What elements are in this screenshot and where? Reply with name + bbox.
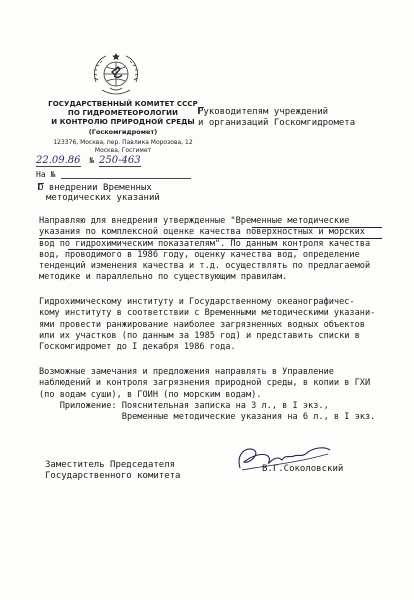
body-line: наблюдений и контроля загрязнения природной среды, в копии в ГХИ (39, 378, 371, 389)
body-line: тенденций изменения качества и т.д. осуществлять по предлагаемой (39, 261, 371, 272)
recipient-line: и организаций Госкомгидромета (198, 118, 356, 128)
body-paragraph-3 (39, 367, 384, 401)
agency-short-name: (Госкомгидромет) (88, 128, 158, 136)
agency-name (38, 100, 208, 127)
body-line: кому институту в соответствии с Временными методическими указани- (39, 308, 376, 319)
attachments (39, 401, 384, 424)
agency-line: И КОНТРОЛЮ ПРИРОДНОЙ СРЕДЫ (51, 118, 195, 126)
body-paragraph-2 (39, 297, 384, 353)
state-emblem-icon (90, 52, 142, 98)
agency-address (38, 139, 208, 154)
recipient-line: Руководителям учреждений (198, 107, 329, 117)
address-line: 123376, Москва, пер. Павлика Морозова, 12 (53, 139, 193, 146)
reference-label: На № (36, 170, 56, 179)
body-line: Госкомгидромет до I декабря 1986 года. (39, 342, 236, 353)
attachment-line: Временные методические указания на 6 л., в I экз. (39, 412, 376, 423)
date-number-row (36, 155, 216, 167)
signatory-title-line: Государственного комитета (45, 471, 181, 481)
body-line: Возможные замечания и предложения направлять в Управление (39, 367, 334, 377)
signatory-title-line: Заместитель Председателя (45, 460, 176, 470)
signatory-name: В.Г.Соколовский (262, 464, 344, 474)
subject (38, 183, 160, 203)
reference-row (36, 170, 191, 179)
number-label: № (89, 156, 95, 165)
body-line: (по водам суши), в ГОИН (по морским водам). (39, 389, 262, 400)
signatory-title (45, 460, 180, 482)
body-line: указания по комплексной оценке качества поверхностных и морских (39, 227, 365, 238)
highlight-underline (39, 238, 382, 239)
body-line: Направляю для внедрения утвержденные "Временные методические (39, 216, 350, 226)
reference-line (61, 170, 191, 179)
subject-line: методических указаний (46, 193, 160, 203)
highlight-underline (68, 249, 298, 250)
body-line: Гидрохимическому институту и Государственному океанографичес- (39, 297, 355, 307)
subject-line: О внедрении Временных (38, 183, 152, 193)
recipient (198, 107, 355, 129)
address-line: Москва, Госгимет (94, 146, 152, 154)
body-line: или их участков (по данным за 1985 год) и представить списки в (39, 330, 360, 341)
body-line: методике и параллельно по существующим правилам. (39, 272, 288, 283)
document-date: 22.09.86 (36, 155, 81, 166)
highlight-underline (252, 227, 382, 228)
attachment-line: Приложение: Пояснительная записка на 3 л., в I экз., (39, 401, 329, 411)
body-line: вод по гидрохимическим показателям". По данным контроля качества (39, 238, 371, 249)
agency-line: ГОСУДАРСТВЕННЫЙ КОМИТЕТ СССР (48, 100, 198, 108)
agency-line: ПО ГИДРОМЕТЕОРОЛОГИИ (67, 109, 179, 117)
body-line: ями провести ранжирование наиболее загрязненных водных объектов (39, 319, 365, 330)
body-line: вод, проводимого в 1986 году, оценку качества вод, определение (39, 249, 360, 260)
document-number: 250-463 (99, 155, 141, 166)
